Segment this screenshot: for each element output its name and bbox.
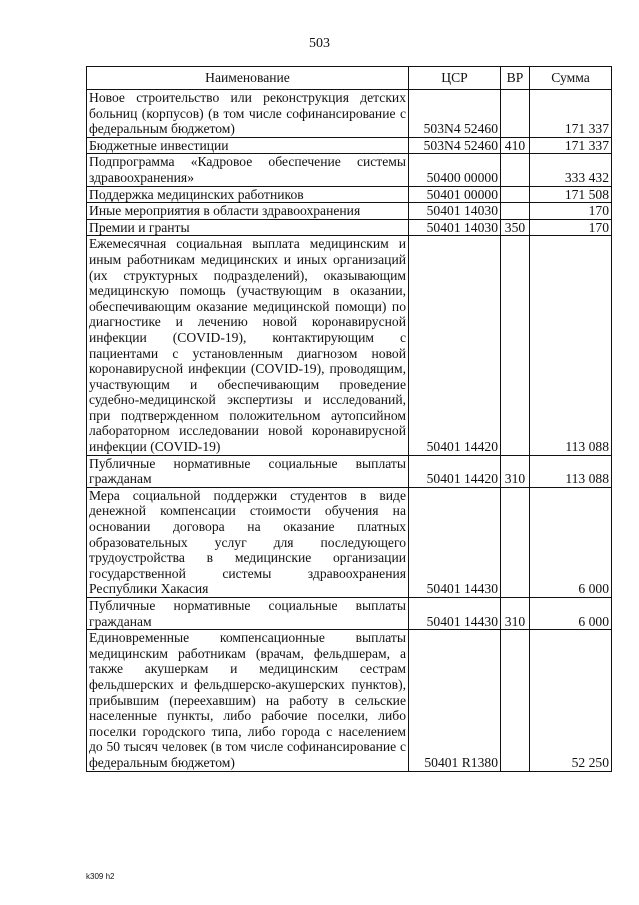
table-row	[87, 598, 612, 630]
row-sum: 333 432	[530, 154, 612, 186]
table-row	[87, 630, 612, 771]
row-csr: 503N4 52460	[409, 90, 501, 138]
row-name: Иные мероприятия в области здравоохранения	[87, 203, 409, 220]
table-row	[87, 487, 612, 597]
table-row	[87, 137, 612, 154]
row-vr	[501, 90, 530, 138]
row-sum: 52 250	[530, 630, 612, 771]
row-name: Единовременные компенсационные выплаты медицинским работникам (врачам, фельдшерам, а также акушеркам и медицинским сестрам фельдшерских и фельдшерско-акушерских пунктов), прибывшим (переехавшим) на работу в сельские населенные пункты, либо рабочие поселки, либо поселки городского типа, либо города с населением до 50 тысяч человек (в том числе софинансирование с федеральным бюджетом)	[87, 630, 409, 771]
header-vr: ВР	[501, 67, 530, 90]
row-sum: 171 508	[530, 186, 612, 203]
budget-table	[86, 66, 612, 772]
row-sum: 6 000	[530, 598, 612, 630]
row-csr: 50401 00000	[409, 186, 501, 203]
header-sum: Сумма	[530, 67, 612, 90]
row-vr	[501, 203, 530, 220]
row-name: Мера социальной поддержки студентов в виде денежной компенсации стоимости обучения на основании договора на оказание платных образовательных услуг для последующего трудоустройства в медицинские организации государственной системы здравоохранения Республики Хакасия	[87, 487, 409, 597]
row-vr	[501, 236, 530, 455]
row-sum: 170	[530, 203, 612, 220]
row-name: Премии и гранты	[87, 219, 409, 236]
row-name: Новое строительство или реконструкция детских больниц (корпусов) (в том числе софинансирование с федеральным бюджетом)	[87, 90, 409, 138]
row-sum: 171 337	[530, 90, 612, 138]
header-name: Наименование	[87, 67, 409, 90]
table-row	[87, 236, 612, 455]
row-sum: 113 088	[530, 455, 612, 487]
row-vr: 410	[501, 137, 530, 154]
row-sum: 170	[530, 219, 612, 236]
row-sum: 171 337	[530, 137, 612, 154]
row-vr	[501, 186, 530, 203]
row-name: Публичные нормативные социальные выплаты гражданам	[87, 455, 409, 487]
table-row	[87, 186, 612, 203]
row-csr: 50401 14420	[409, 455, 501, 487]
row-csr: 50401 14420	[409, 236, 501, 455]
row-csr: 50400 00000	[409, 154, 501, 186]
table-row	[87, 154, 612, 186]
row-name: Бюджетные инвестиции	[87, 137, 409, 154]
row-sum: 113 088	[530, 236, 612, 455]
row-csr: 50401 14430	[409, 598, 501, 630]
row-vr	[501, 154, 530, 186]
row-sum: 6 000	[530, 487, 612, 597]
row-name: Поддержка медицинских работников	[87, 186, 409, 203]
row-csr: 50401 14030	[409, 219, 501, 236]
row-csr: 503N4 52460	[409, 137, 501, 154]
row-name: Ежемесячная социальная выплата медицинским и иным работникам медицинских и иных организаций (их структурных подразделений), оказывающим медицинскую помощь (участвующим в оказании, обеспечивающим оказание медицинской помощи) по диагностике и лечению новой коронавирусной инфекции (COVID-19), контактирующим с пациентами с установленным диагнозом новой коронавирусной инфекции (COVID-19), проводящим, участвующим и обеспечивающим проведение судебно-медицинской экспертизы и исследований, при подтвержденном положительном аутопсийном лабораторном исследовании новой коронавирусной инфекции (COVID-19)	[87, 236, 409, 455]
table-row	[87, 203, 612, 220]
row-vr	[501, 487, 530, 597]
row-csr: 50401 14030	[409, 203, 501, 220]
table-row	[87, 219, 612, 236]
table-row	[87, 90, 612, 138]
row-csr: 50401 R1380	[409, 630, 501, 771]
table-header-row	[87, 67, 612, 90]
row-name: Подпрограмма «Кадровое обеспечение системы здравоохранения»	[87, 154, 409, 186]
footer-code: k309 h2	[86, 872, 115, 881]
row-vr: 310	[501, 598, 530, 630]
table-row	[87, 455, 612, 487]
header-csr: ЦСР	[409, 67, 501, 90]
row-vr: 310	[501, 455, 530, 487]
row-csr: 50401 14430	[409, 487, 501, 597]
row-vr: 350	[501, 219, 530, 236]
page-number: 503	[309, 36, 330, 51]
row-name: Публичные нормативные социальные выплаты гражданам	[87, 598, 409, 630]
row-vr	[501, 630, 530, 771]
